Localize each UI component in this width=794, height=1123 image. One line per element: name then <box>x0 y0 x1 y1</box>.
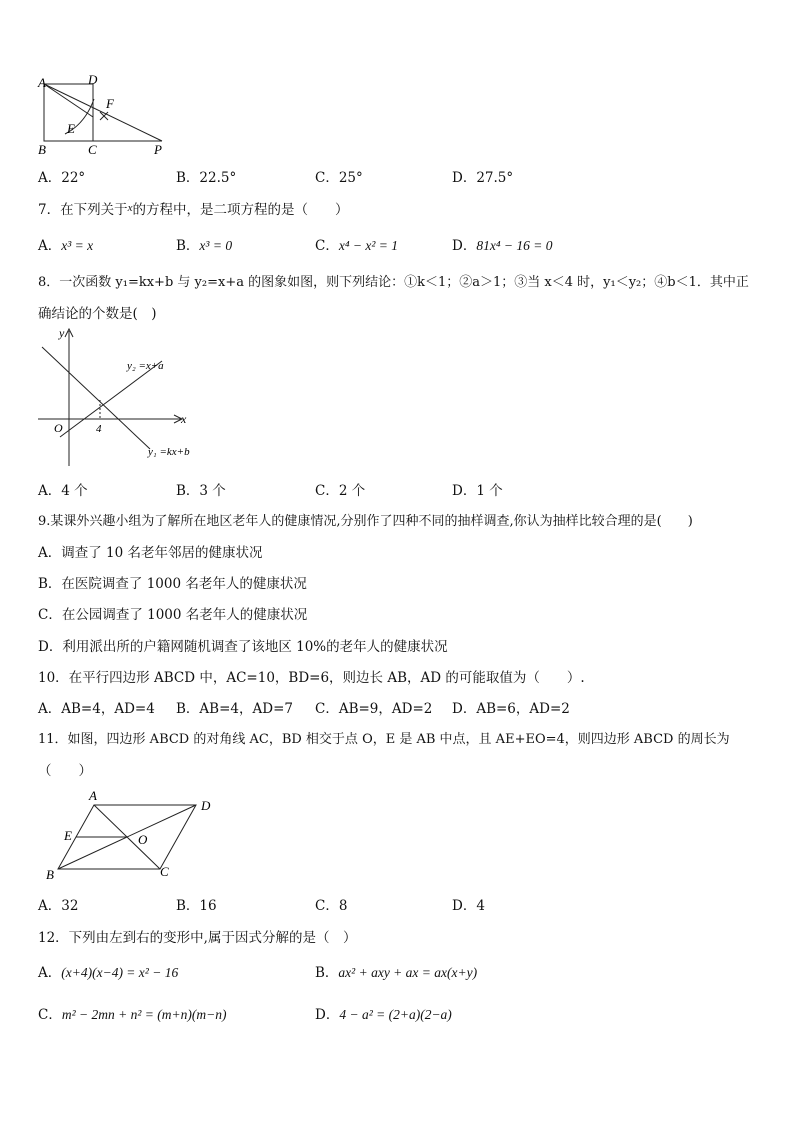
q12-option-d-label: D． <box>315 1007 340 1023</box>
q11-option-a: A．32 <box>38 898 79 914</box>
q7-option-b-math: x³ = 0 <box>199 238 233 253</box>
q6-square-figure <box>30 72 180 160</box>
fig11-label-B: B <box>46 867 54 882</box>
q12-option-b-math: ax² + axy + ax = ax(x+y) <box>338 965 478 980</box>
q7-option-b-label: B． <box>176 238 200 254</box>
q10-option-b: B．AB=4，AD=7 <box>176 701 293 717</box>
q7-option-a-label: A． <box>38 238 62 254</box>
q11-option-b: B．16 <box>176 898 217 914</box>
q11-option-d: D．4 <box>452 898 485 914</box>
q6-option-b: B．22.5° <box>176 170 237 186</box>
q7-option-d-label: D． <box>452 238 477 254</box>
fig6-label-P: P <box>154 142 162 157</box>
q12-option-d-math: 4 − a² = (2+a)(2−a) <box>339 1007 452 1022</box>
q12-option-b-label: B． <box>315 965 339 981</box>
q12-option-a-label: A． <box>38 965 62 981</box>
q7-option-c-math: x⁴ − x² = 1 <box>338 238 399 253</box>
q9-option-d: D．利用派出所的户籍网随机调查了该地区 10%的老年人的健康状况 <box>38 639 448 655</box>
q8-stem-line2: 确结论的个数是( ) <box>38 306 157 322</box>
q12-option-c-label: C． <box>38 1007 62 1023</box>
q6-option-c: C．25° <box>315 170 363 186</box>
q7-option-a-math: x³ = x <box>61 238 94 253</box>
fig11-label-D: D <box>201 798 211 813</box>
q8-axis-y-label: y <box>59 326 65 340</box>
q7-option-c-label: C． <box>315 238 339 254</box>
q8-option-d: D．1 个 <box>452 483 503 499</box>
q12-option-c <box>38 1003 226 1023</box>
q9-stem: 9.某课外兴趣小组为了解所在地区老年人的健康情况,分别作了四种不同的抽样调查,你认为抽样比较合理的是( ) <box>38 514 693 529</box>
fig6-label-C: C <box>88 142 97 157</box>
q7-option-d-math: 81x⁴ − 16 = 0 <box>476 238 553 253</box>
q12-option-d <box>315 1003 452 1023</box>
fig11-label-O: O <box>138 832 148 847</box>
q9-option-b: B．在医院调查了 1000 名老年人的健康状况 <box>38 576 307 592</box>
q7-option-c <box>315 234 398 254</box>
q11-parallelogram-figure <box>38 786 228 886</box>
q9-option-a: A．调查了 10 名老年邻居的健康状况 <box>38 545 263 561</box>
fig11-label-C: C <box>160 864 169 879</box>
q7-option-b <box>176 234 232 254</box>
q11-option-c: C．8 <box>315 898 348 914</box>
q8-tick-4-label: 4 <box>96 423 102 435</box>
q7-stem <box>38 198 348 218</box>
q10-option-c: C．AB=9，AD=2 <box>315 701 433 717</box>
q8-origin-label: O <box>54 421 63 435</box>
fig6-label-E: E <box>67 121 75 136</box>
q7-option-d <box>452 234 552 254</box>
q8-stem-line1: 8．一次函数 y₁=kx+b 与 y₂=x+a 的图象如图，则下列结论：①k＜1；②a＞1；③当 x＜4 时，y₁＜y₂；④b＜1．其中正 <box>38 275 749 290</box>
q7-stem-var: x <box>127 202 133 214</box>
q12-option-a <box>38 961 178 981</box>
q6-option-a: A．22° <box>38 170 86 186</box>
q8-line-y2-label: y₂ =x+a <box>127 360 164 372</box>
q10-stem: 10．在平行四边形 ABCD 中，AC=10，BD=6，则边长 AB，AD 的可能取值为（ ）. <box>38 670 585 686</box>
q7-stem-pre: 7．在下列关于 <box>38 202 128 218</box>
q10-option-d: D．AB=6，AD=2 <box>452 701 570 717</box>
q11-stem-line2: （ ） <box>38 763 92 779</box>
q6-option-d: D．27.5° <box>452 170 514 186</box>
fig11-label-A: A <box>89 788 97 803</box>
fig11-label-E: E <box>64 828 72 843</box>
fig6-label-D: D <box>88 72 98 87</box>
q8-option-a: A．4 个 <box>38 483 88 499</box>
q8-option-c: C．2 个 <box>315 483 366 499</box>
q9-option-c: C．在公园调查了 1000 名老年人的健康状况 <box>38 607 308 623</box>
fig6-label-B: B <box>38 142 46 157</box>
q11-stem-line1: 11．如图，四边形 ABCD 的对角线 AC，BD 相交于点 O，E 是 AB 中点，且 AE+EO=4，则四边形 ABCD 的周长为 <box>38 732 730 747</box>
q12-option-c-math: m² − 2mn + n² = (m+n)(m−n) <box>61 1007 227 1022</box>
q8-axis-x-label: x <box>181 412 187 426</box>
q8-line-y1-label: y₁ =kx+b <box>148 446 190 458</box>
q8-graph <box>30 325 220 470</box>
q7-stem-post: 的方程中，是二项方程的是（ ） <box>132 202 349 218</box>
q12-option-b <box>315 961 477 981</box>
fig6-label-A: A <box>38 75 46 90</box>
q12-option-a-math: (x+4)(x−4) = x² − 16 <box>61 965 179 980</box>
q10-option-a: A．AB=4，AD=4 <box>38 701 155 717</box>
fig6-label-F: F <box>106 96 114 111</box>
q7-option-a <box>38 234 93 254</box>
q12-stem: 12．下列由左到右的变形中,属于因式分解的是（ ） <box>38 930 357 946</box>
q8-option-b: B．3 个 <box>176 483 226 499</box>
